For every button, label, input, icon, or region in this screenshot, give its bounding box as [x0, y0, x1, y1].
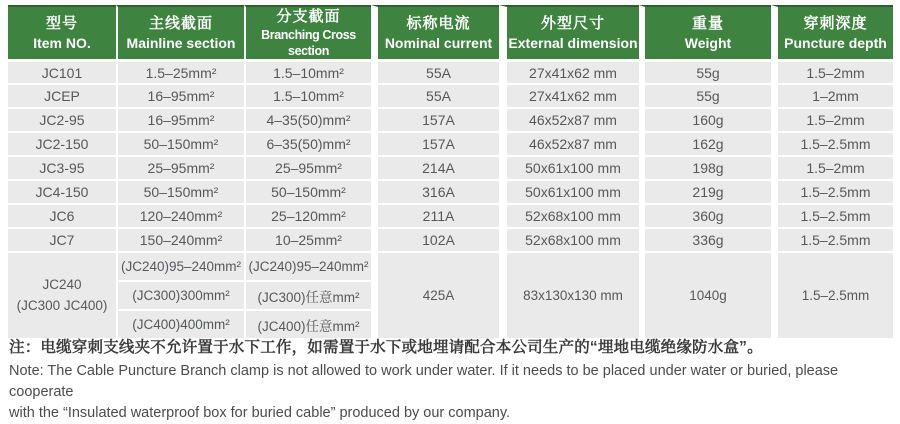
cell-mainline-section: 25–95mm²: [116, 155, 244, 179]
cell-weight: 55g: [639, 59, 771, 83]
column-header-weight: [639, 5, 771, 59]
header-en-label: Puncture depth: [784, 34, 887, 51]
cell-external-dimension: 27x41x62 mm: [499, 59, 639, 83]
header-en-label: Item NO.: [33, 34, 91, 51]
header-zh-label: 重量: [691, 15, 724, 33]
table-row: [8, 131, 893, 155]
cell-mainline-section: 120–240mm²: [116, 203, 244, 227]
cell-weight: 336g: [639, 227, 771, 251]
table-header-row: [8, 5, 893, 59]
cell-weight: 55g: [639, 83, 771, 107]
column-header-puncture-depth: [771, 5, 893, 59]
table-row: [8, 155, 893, 179]
header-zh-label: 主线截面: [148, 15, 213, 33]
header-zh-label: 分支截面: [276, 8, 341, 25]
header-zh-label: 标称电流: [406, 15, 471, 33]
table-row: [8, 203, 893, 227]
cell-branching-section: 25–95mm²: [244, 155, 371, 179]
note-chinese: 注：电缆穿刺支线夹不允许置于水下工作，如需置于水下或地埋请配合本公司生产的“埋地电缆绝缘防水盒”。: [9, 339, 763, 356]
cell-branching-section: 25–120mm²: [244, 203, 371, 227]
column-header-branching-section: [244, 5, 371, 59]
column-header-nominal-current: [371, 5, 499, 59]
cell-external-dimension: 46x52x87 mm: [499, 131, 639, 155]
cell-puncture-depth: 1.5–2.5mm: [771, 251, 893, 338]
cell-mainline-section: 16–95mm²: [116, 107, 244, 131]
cell-mainline-section: (JC240)95–240mm²: [116, 251, 244, 280]
header-en-label: External dimension: [508, 34, 638, 51]
cell-external-dimension: 50x61x100 mm: [499, 179, 639, 203]
cell-weight: 162g: [639, 131, 771, 155]
cell-item-no: JCEP: [8, 83, 116, 107]
header-en-label: Nominal current: [384, 34, 493, 51]
table-row: [8, 107, 893, 131]
cell-branching-section: 1.5–10mm²: [244, 59, 371, 83]
cell-branching-section: (JC240)95–240mm²: [244, 251, 371, 280]
table-row-group-jc240: [8, 251, 893, 280]
cell-external-dimension: 27x41x62 mm: [499, 83, 639, 107]
cell-item-no: JC6: [8, 203, 116, 227]
header-en-label: Weight: [684, 34, 732, 51]
cell-external-dimension: 83x130x130 mm: [499, 251, 639, 338]
table-row: [8, 83, 893, 107]
header-en-label: Mainline section: [126, 34, 236, 51]
cell-item-no: JC3-95: [8, 155, 116, 179]
cell-external-dimension: 52x68x100 mm: [499, 227, 639, 251]
cell-branching-section: (JC400)任意mm²: [244, 309, 371, 338]
group-item-line2: (JC300 JC400): [16, 297, 108, 313]
cell-mainline-section: 50–150mm²: [116, 179, 244, 203]
cell-item-no: JC2-95: [8, 107, 116, 131]
cell-weight: 160g: [639, 107, 771, 131]
cell-branching-section: 4–35(50)mm²: [244, 107, 371, 131]
cell-puncture-depth: 1.5–2mm: [771, 155, 893, 179]
cell-external-dimension: 52x68x100 mm: [499, 203, 639, 227]
cell-branching-section: 6–35(50)mm²: [244, 131, 371, 155]
cell-external-dimension: 46x52x87 mm: [499, 107, 639, 131]
cell-branching-section: 1.5–10mm²: [244, 83, 371, 107]
product-spec-table: [8, 5, 893, 338]
cell-item-no: JC4-150: [8, 179, 116, 203]
table-row: [8, 227, 893, 251]
header-zh-label: 穿刺深度: [803, 15, 868, 33]
cell-puncture-depth: 1.5–2mm: [771, 107, 893, 131]
cell-nominal-current: 102A: [371, 227, 499, 251]
cell-nominal-current: 211A: [371, 203, 499, 227]
cell-mainline-section: 16–95mm²: [116, 83, 244, 107]
cell-mainline-section: 150–240mm²: [116, 227, 244, 251]
cell-puncture-depth: 1.5–2.5mm: [771, 179, 893, 203]
column-header-external-dimension: [499, 5, 639, 59]
cell-puncture-depth: 1.5–2.5mm: [771, 131, 893, 155]
cell-mainline-section: (JC300)300mm²: [116, 280, 244, 309]
cell-puncture-depth: 1.5–2.5mm: [771, 203, 893, 227]
note-english-line1: Note: The Cable Puncture Branch clamp is not allowed to work under water. If it needs to be placed under water or buried, please cooperate: [9, 363, 839, 400]
cell-item-no: JC2-150: [8, 131, 116, 155]
cell-mainline-section: 1.5–25mm²: [116, 59, 244, 83]
cell-nominal-current: 157A: [371, 131, 499, 155]
header-zh-label: 型号: [45, 15, 78, 33]
cell-item-no: JC101: [8, 59, 116, 83]
cell-mainline-section: 50–150mm²: [116, 131, 244, 155]
cell-nominal-current: 316A: [371, 179, 499, 203]
cell-weight: 360g: [639, 203, 771, 227]
column-header-mainline-section: [116, 5, 244, 59]
table-row: [8, 179, 893, 203]
cell-puncture-depth: 1.5–2mm: [771, 59, 893, 83]
note-english-line2: with the “Insulated waterproof box for buried cable” produced by our company.: [9, 405, 511, 421]
cell-external-dimension: 50x61x100 mm: [499, 155, 639, 179]
footnotes: [9, 337, 893, 424]
cell-nominal-current: 425A: [371, 251, 499, 338]
cell-nominal-current: 55A: [371, 83, 499, 107]
cell-puncture-depth: 1–2mm: [771, 83, 893, 107]
cell-weight: 1040g: [639, 251, 771, 338]
header-en-label: Branching Cross section: [261, 27, 356, 58]
cell-branching-section: (JC300)任意mm²: [244, 280, 371, 309]
column-header-item-no: [8, 5, 116, 59]
table-row: [8, 59, 893, 83]
cell-nominal-current: 157A: [371, 107, 499, 131]
cell-nominal-current: 214A: [371, 155, 499, 179]
cell-item-no-group: [8, 251, 116, 338]
cell-mainline-section: (JC400)400mm²: [116, 309, 244, 338]
cell-nominal-current: 55A: [371, 59, 499, 83]
cell-item-no: JC7: [8, 227, 116, 251]
cell-branching-section: 50–150mm²: [244, 179, 371, 203]
group-item-line1: JC240: [42, 276, 82, 292]
cell-weight: 219g: [639, 179, 771, 203]
cell-puncture-depth: 1.5–2.5mm: [771, 227, 893, 251]
cell-weight: 198g: [639, 155, 771, 179]
header-zh-label: 外型尺寸: [540, 15, 605, 33]
cell-branching-section: 10–25mm²: [244, 227, 371, 251]
